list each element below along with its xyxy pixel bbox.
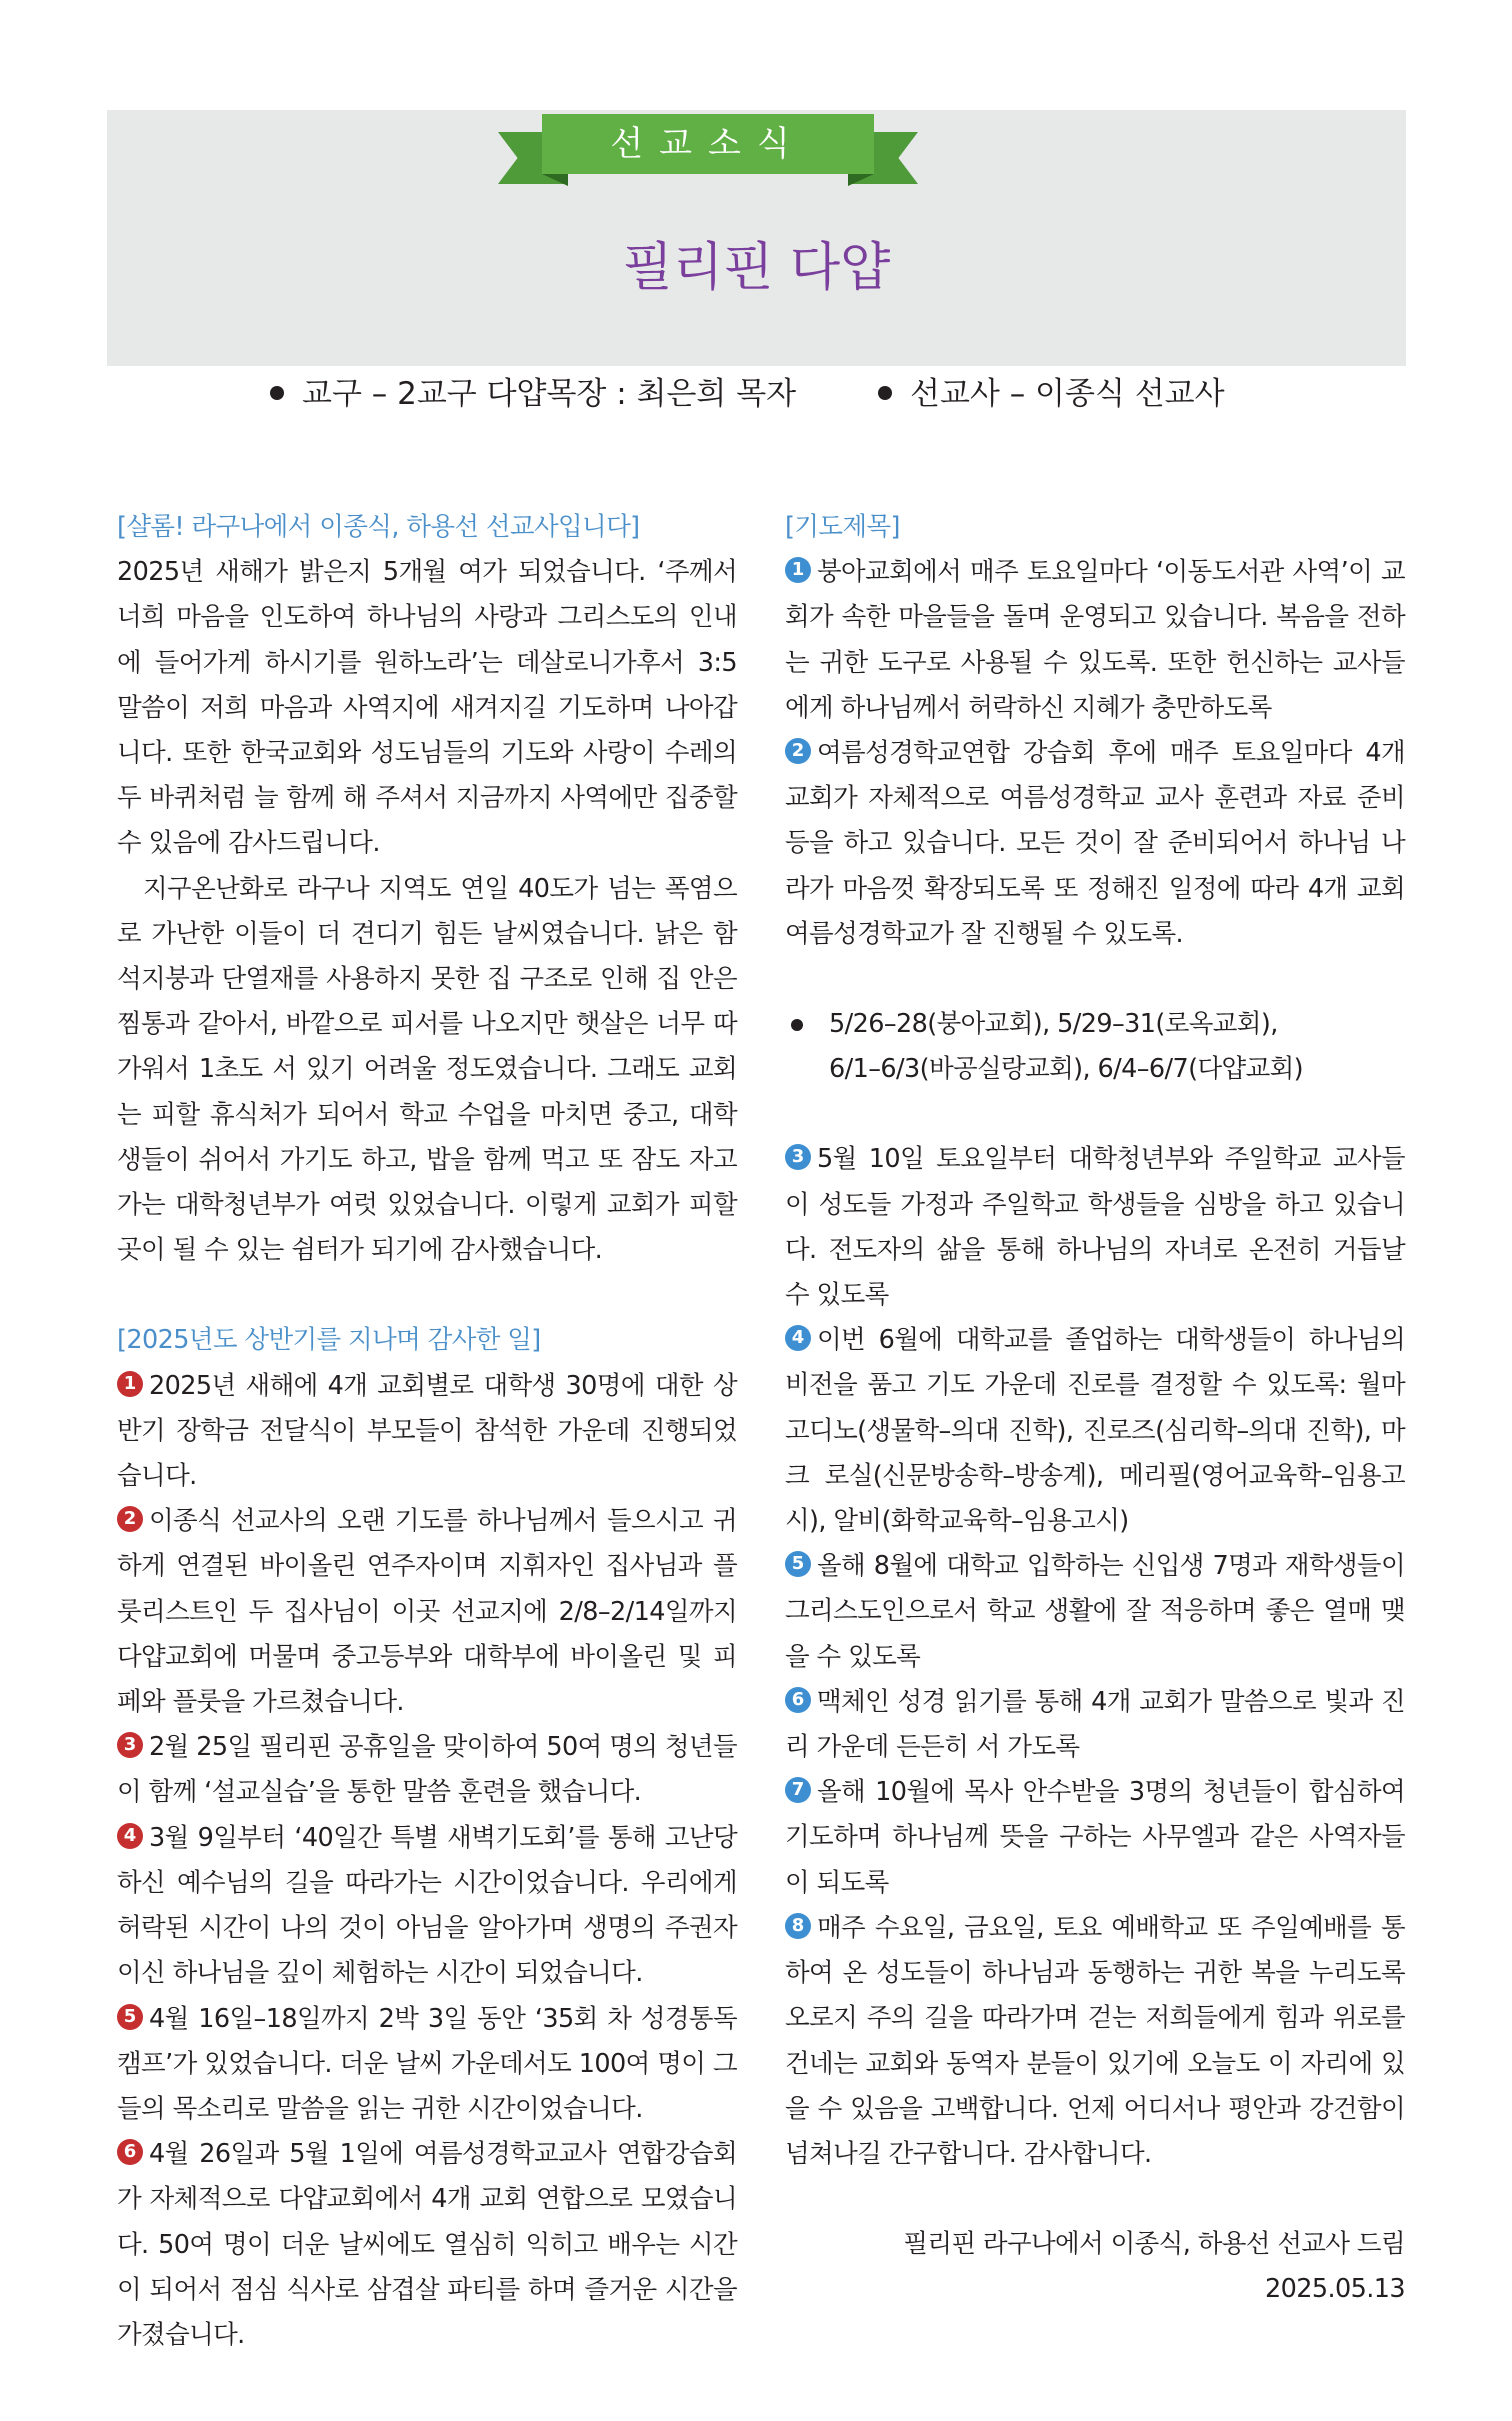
thanks-heading: [2025년도 상반기를 지나며 감사한 일]: [117, 1325, 541, 1356]
prayer-item: 4 이번 6월에 대학교를 졸업하는 대학생들이 하나님의 비전을 품고 기도 가운데 진로를 결정할 수 있도록: 월마 고디노(생물학–의대 진학), 진로즈(심리학–의대 진학), 마크 로실(신문방송학–방송계), 메리필(영어교육학–임용고시), 알비(화학교육학–임용고시): [785, 1325, 1405, 1537]
number-badge-icon: 8: [785, 1913, 811, 1939]
number-badge-icon: 4: [785, 1325, 811, 1351]
ribbon-label: 선교소식: [542, 114, 874, 174]
missionary-text: 선교사 – 이종식 선교사: [910, 376, 1225, 412]
signature: 필리핀 라구나에서 이종식, 하용선 선교사 드림: [903, 2229, 1405, 2260]
thanks-item: 4 3월 9일부터 ‘40일간 특별 새벽기도회’를 통해 고난당하신 예수님의 길을 따라가는 시간이었습니다. 우리에게 허락된 시간이 나의 것이 아님을 알아가며 생명의 주권자이신 하나님을 깊이 체험하는 시간이 되었습니다.: [117, 1822, 737, 1989]
number-badge-icon: 3: [117, 1732, 143, 1758]
page-title: 필리핀 다얍: [622, 238, 891, 298]
prayer-heading: [기도제목]: [785, 512, 900, 542]
missionary-info: [878, 372, 1225, 416]
prayer-item: 2 여름성경학교연합 강습회 후에 매주 토요일마다 4개 교회가 자체적으로 여름성경학교 교사 훈련과 자료 준비 등을 하고 있습니다. 모든 것이 잘 준비되어서 하나님 나라가 마음껏 확장되도록 또 정해진 일정에 따라 4개 교회 여름성경학교가 잘 진행될 수 있도록.: [785, 738, 1405, 949]
number-badge-icon: 1: [117, 1371, 143, 1397]
greeting-paragraph: 2025년 새해가 밝은지 5개월 여가 되었습니다. ‘주께서 너희 마음을 인도하여 하나님의 사랑과 그리스도의 인내에 들어가게 하시기를 원하노라’는 데살로니가후서 3:5 말씀이 저희 마음과 사역지에 새겨지길 기도하며 나아갑니다. 또한 한국교회와 성도님들의 기도와 사랑이 수레의 두 바퀴처럼 늘 함께 해 주셔서 지금까지 사역에만 집중할 수 있음에 감사드립니다.: [117, 557, 737, 859]
bullet-icon: [791, 1019, 803, 1031]
thanks-item: 3 2월 25일 필리핀 공휴일을 맞이하여 50여 명의 청년들이 함께 ‘설교실습’을 통한 말씀 훈련을 했습니다.: [117, 1732, 737, 1808]
left-column: [117, 505, 737, 2358]
number-badge-icon: 3: [785, 1144, 811, 1170]
number-badge-icon: 7: [785, 1777, 811, 1803]
thanks-item: 1 2025년 새해에 4개 교회별로 대학생 30명에 대한 상반기 장학금 전달식이 부모들이 참석한 가운데 진행되었습니다.: [117, 1370, 737, 1492]
number-badge-icon: 6: [117, 2139, 143, 2165]
prayer-item: 6 맥체인 성경 읽기를 통해 4개 교회가 말씀으로 빛과 진리 가운데 든든히 서 가도록: [785, 1686, 1405, 1763]
thanks-item: 6 4월 26일과 5월 1일에 여름성경학교교사 연합강습회가 자체적으로 다얍교회에서 4개 교회 연합으로 모였습니다. 50여 명이 더운 날씨에도 열심히 익히고 배우는 시간이 되어서 점심 식사로 삼겹살 파티를 하며 즐거운 시간을 가졌습니다.: [117, 2139, 737, 2350]
prayer-item: 1 붕아교회에서 매주 토요일마다 ‘이동도서관 사역’이 교회가 속한 마을들을 돌며 운영되고 있습니다. 복음을 전하는 귀한 도구로 사용될 수 있도록. 또한 헌신하는 교사들에게 하나님께서 허락하신 지혜가 충만하도록: [785, 557, 1405, 723]
thanks-list: [117, 1364, 737, 2358]
prayer-item: 7 올해 10월에 목사 안수받을 3명의 청년들이 합심하여 기도하며 하나님께 뜻을 구하는 사무엘과 같은 사역자들이 되도록: [785, 1777, 1405, 1898]
prayer-item: 3 5월 10일 토요일부터 대학청년부와 주일학교 교사들이 성도들 가정과 주일학교 학생들을 심방을 하고 있습니다. 전도자의 삶을 통해 하나님의 자녀로 온전히 거듭날 수 있도록: [785, 1144, 1405, 1311]
number-badge-icon: 4: [117, 1823, 143, 1849]
letter-date: 2025.05.13: [1264, 2274, 1405, 2305]
number-badge-icon: 6: [785, 1687, 811, 1713]
bullet-icon: [878, 386, 892, 400]
schedule-line: 6/1–6/3(바공실랑교회), 6/4–6/7(다얍교회): [829, 1054, 1303, 1085]
prayer-item: 5 올해 8월에 대학교 입학하는 신입생 7명과 재학생들이 그리스도인으로서 학교 생활에 잘 적응하며 좋은 열매 맺을 수 있도록: [785, 1551, 1405, 1672]
weather-paragraph: 지구온난화로 라구나 지역도 연일 40도가 넘는 폭염으로 가난한 이들이 더 견디기 힘든 날씨였습니다. 낡은 함석지붕과 단열재를 사용하지 못한 집 구조로 인해 집 안은 찜통과 같아서, 바깥으로 피서를 나오지만 햇살은 너무 따가워서 1초도 서 있기 어려울 정도였습니다. 그래도 교회는 피할 휴식처가 되어서 학교 수업을 마치면 중고, 대학생들이 쉬어서 가기도 하고, 밥을 함께 먹고 또 잠도 자고 가는 대학청년부가 여럿 있었습니다. 이렇게 교회가 피할 곳이 될 수 있는 쉼터가 되기에 감사했습니다.: [117, 873, 737, 1266]
number-badge-icon: 5: [117, 2004, 143, 2030]
number-badge-icon: 1: [785, 557, 811, 583]
thanks-item: 2 이종식 선교사의 오랜 기도를 하나님께서 들으시고 귀하게 연결된 바이올린 연주자이며 지휘자인 집사님과 플룻리스트인 두 집사님이 이곳 선교지에 2/8–2/14일까지 다얍교회에 머물며 중고등부와 대학부에 바이올린 및 피페와 플룻을 가르쳤습니다.: [117, 1506, 737, 1718]
bullet-icon: [270, 386, 284, 400]
category-ribbon: [498, 108, 918, 190]
greeting-heading: [샬롬! 라구나에서 이종식, 하용선 선교사입니다]: [117, 512, 640, 542]
parish-info: [270, 372, 796, 416]
schedule-line: 5/26–28(붕아교회), 5/29–31(로옥교회),: [829, 1009, 1278, 1040]
schedule-list: [785, 1002, 1405, 1092]
parish-text: 교구 – 2교구 다얍목장 : 최은희 목자: [302, 376, 797, 412]
right-column: [785, 505, 1405, 2313]
number-badge-icon: 5: [785, 1551, 811, 1577]
number-badge-icon: 2: [117, 1506, 143, 1532]
number-badge-icon: 2: [785, 738, 811, 764]
thanks-item: 5 4월 16일–18일까지 2박 3일 동안 ‘35회 차 성경통독 캠프’가 있었습니다. 더운 날씨 가운데서도 100여 명이 그들의 목소리로 말씀을 읽는 귀한 시간이었습니다.: [117, 2003, 737, 2124]
prayer-item: 8 매주 수요일, 금요일, 토요 예배학교 또 주일예배를 통하여 온 성도들이 하나님과 동행하는 귀한 복을 누리도록 오로지 주의 길을 따라가며 걷는 저희들에게 힘과 위로를 건네는 교회와 동역자 분들이 있기에 오늘도 이 자리에 있을 수 있음을 고백합니다. 언제 어디서나 평안과 강건함이 넘쳐나길 간구합니다. 감사합니다.: [785, 1912, 1405, 2169]
